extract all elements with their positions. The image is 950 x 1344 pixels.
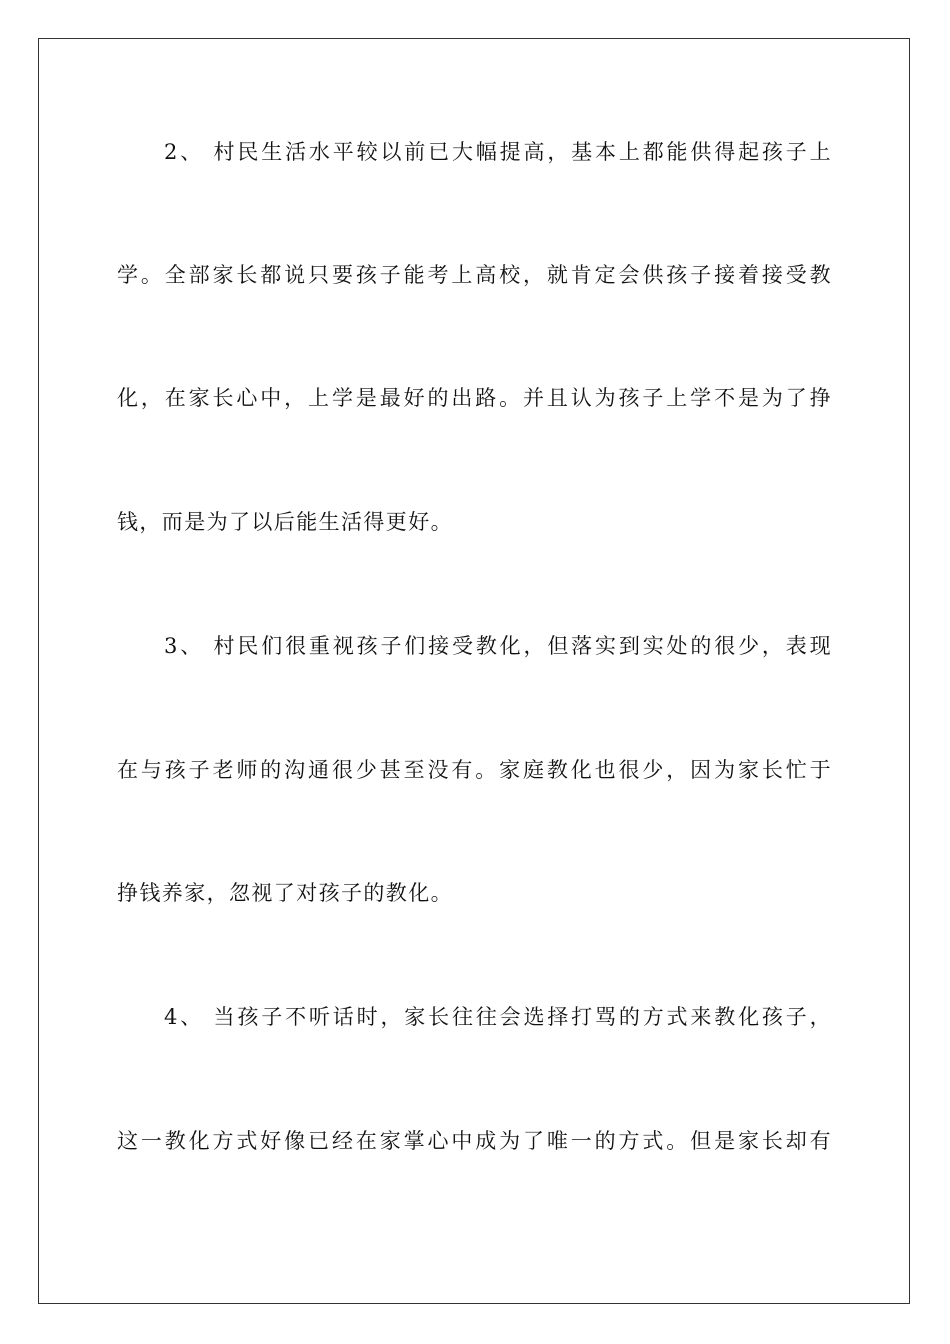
paragraph-3-line-2: 在与孩子老师的沟通很少甚至没有。家庭教化也很少，因为家长忙于 [117, 758, 832, 782]
paragraph-4-line-1: 4、 当孩子不听话时，家长往往会选择打骂的方式来教化孩子， [164, 1005, 832, 1029]
page-border [38, 38, 910, 1304]
paragraph-4-line-2: 这一教化方式好像已经在家掌心中成为了唯一的方式。但是家长却有 [117, 1129, 832, 1153]
paragraph-3-line-3: 挣钱养家，忽视了对孩子的教化。 [117, 881, 453, 905]
paragraph-2-line-2: 学。全部家长都说只要孩子能考上高校，就肯定会供孩子接着接受教 [117, 263, 832, 287]
paragraph-2-line-1: 2、 村民生活水平较以前已大幅提高，基本上都能供得起孩子上 [164, 140, 832, 164]
paragraph-3-line-1: 3、 村民们很重视孩子们接受教化，但落实到实处的很少，表现 [164, 634, 832, 658]
paragraph-2-line-3: 化，在家长心中，上学是最好的出路。并且认为孩子上学不是为了挣 [117, 386, 832, 410]
paragraph-2-line-4: 钱，而是为了以后能生活得更好。 [117, 510, 453, 534]
